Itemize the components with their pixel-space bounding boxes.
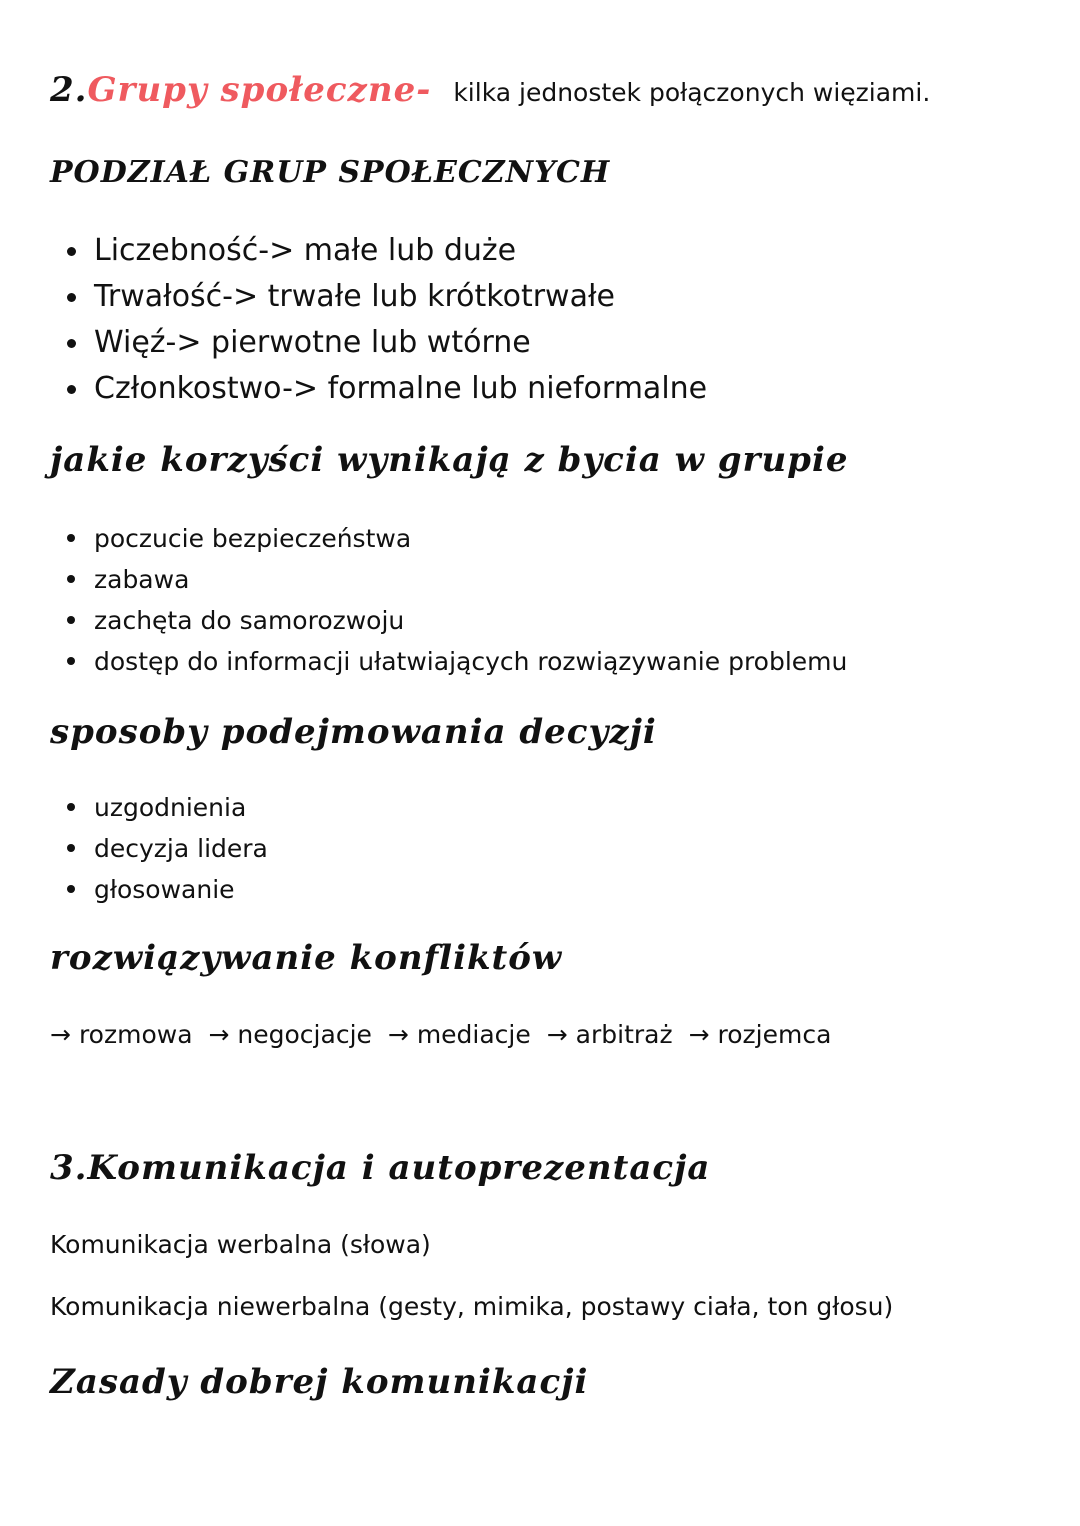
verbal-communication: Komunikacja werbalna (słowa) [50,1230,431,1259]
step: rozjemca [717,1020,832,1049]
list-item: głosowanie [50,869,268,910]
arrow-icon: → [546,1020,568,1049]
section-title: Grupy społeczne [87,70,417,110]
list-item: dostęp do informacji ułatwiających rozwiązywanie problemu [50,641,847,682]
list-item: zachęta do samorozwoju [50,600,847,641]
nonverbal-communication: Komunikacja niewerbalna (gesty, mimika, postawy ciała, ton głosu) [50,1292,894,1321]
conflicts-steps [50,1020,839,1049]
title-dash: - [416,70,432,110]
decisions-heading: sposoby podejmowania decyzji [50,712,657,752]
step: mediacje [416,1020,531,1049]
conflicts-heading: rozwiązywanie konfliktów [50,938,563,978]
rules-heading: Zasady dobrej komunikacji [50,1362,589,1402]
division-heading: PODZIAŁ GRUP SPOŁECZNYCH [50,155,611,190]
benefits-heading: jakie korzyści wynikają z bycia w grupie [50,440,849,480]
list-item: Więź-> pierwotne lub wtórne [50,320,707,366]
step: rozmowa [78,1020,193,1049]
step: negocjacje [237,1020,372,1049]
list-item: decyzja lidera [50,828,268,869]
section-3-title: 3.Komunikacja i autoprezentacja [50,1148,711,1188]
decisions-list [50,787,268,910]
arrow-icon: → [50,1020,71,1049]
step: arbitraż [575,1020,673,1049]
arrow-icon: → [688,1020,710,1049]
list-item: Członkostwo-> formalne lub nieformalne [50,366,707,412]
list-item: zabawa [50,559,847,600]
section-2-title-line [50,70,930,110]
list-item: poczucie bezpieczeństwa [50,518,847,559]
arrow-icon: → [208,1020,230,1049]
division-list [50,228,707,412]
list-item: Trwałość-> trwałe lub krótkotrwałe [50,274,707,320]
arrow-icon: → [387,1020,409,1049]
benefits-list [50,518,847,682]
list-item: uzgodnienia [50,787,268,828]
section-definition: kilka jednostek połączonych więziami. [453,78,931,107]
list-item: Liczebność-> małe lub duże [50,228,707,274]
section-number: 2. [50,70,88,110]
